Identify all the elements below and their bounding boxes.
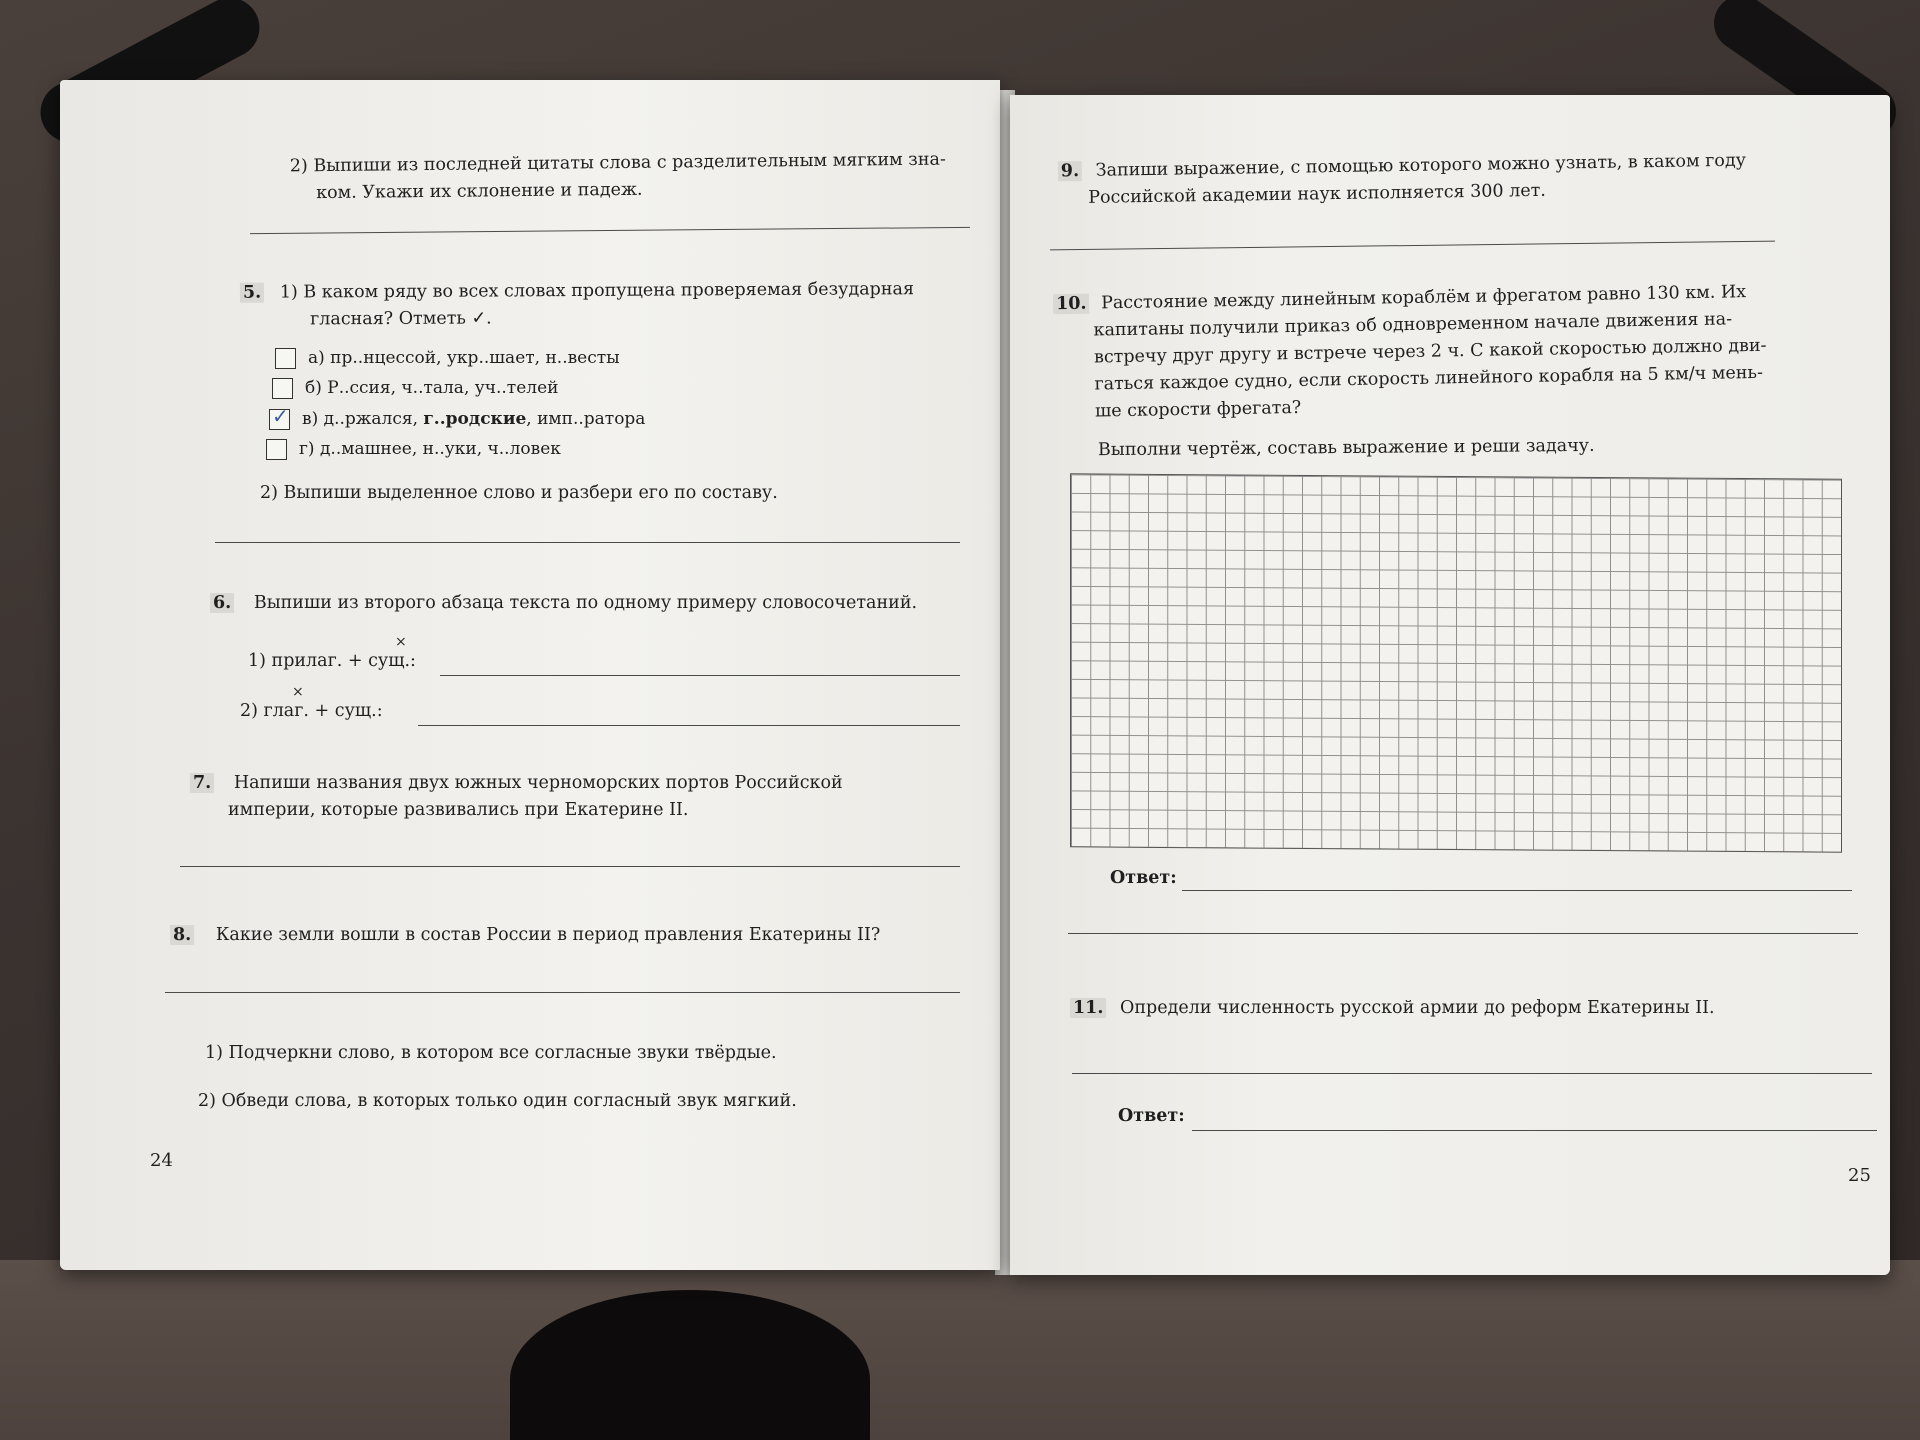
q5-option-a[interactable] bbox=[275, 348, 620, 369]
q4-part2 bbox=[290, 147, 946, 208]
checkmark-icon: ✓ bbox=[272, 404, 289, 428]
q9-text2: Российской академии наук исполняется 300 лет. bbox=[1088, 180, 1547, 208]
left-page bbox=[60, 80, 1000, 1270]
drawing-grid[interactable] bbox=[1070, 473, 1842, 852]
checkbox[interactable] bbox=[266, 439, 287, 460]
q9-text: Запиши выражение, с помощью которого можно узнать, в каком году bbox=[1095, 150, 1747, 181]
checkbox[interactable] bbox=[272, 378, 293, 399]
q8-part2: 2) Обведи слова, в которых только один согласный звук мягкий. bbox=[198, 1091, 797, 1111]
option-label: а) пр..нцессой, укр..шает, н..весты bbox=[308, 348, 620, 368]
q10-question bbox=[1053, 279, 1768, 426]
q4-part2-line2: ком. Укажи их склонение и падеж. bbox=[316, 179, 643, 204]
q10-line2: капитаны получили приказ об одновременном начале движения на- bbox=[1093, 309, 1733, 341]
q8-number: 8. bbox=[170, 925, 194, 945]
q4-part2-line1: 2) Выпиши из последней цитаты слова с разделительным мягким зна- bbox=[289, 149, 946, 177]
q8-text: Какие земли вошли в состав России в период правления Екатерины II? bbox=[215, 925, 881, 945]
q10-instruction: Выполни чертёж, составь выражение и реши задачу. bbox=[1097, 435, 1595, 461]
option-label-post: , имп..ратора bbox=[526, 409, 646, 429]
checkbox-checked[interactable] bbox=[269, 404, 290, 430]
answer-line-q6-1 bbox=[440, 675, 960, 676]
answer-line-q10-extra bbox=[1068, 933, 1858, 934]
q6-number: 6. bbox=[210, 593, 234, 613]
q10-line1: Расстояние между линейным кораблём и фрегатом равно 130 км. Их bbox=[1100, 282, 1747, 314]
answer-line-q7 bbox=[180, 866, 960, 867]
answer-label-q10: Ответ: bbox=[1110, 868, 1177, 888]
q9-question bbox=[1058, 148, 1747, 213]
q10-line4: гаться каждое судно, если скорость линейного корабля на 5 км/ч мень- bbox=[1094, 362, 1764, 395]
answer-label-q11: Ответ: bbox=[1118, 1106, 1185, 1126]
page-number-left: 24 bbox=[150, 1150, 173, 1171]
q5-option-b[interactable] bbox=[272, 378, 558, 399]
q5-number: 5. bbox=[240, 283, 264, 303]
q10-line5: ше скорости фрегата? bbox=[1094, 397, 1302, 422]
q7-number: 7. bbox=[190, 773, 214, 793]
option-label-pre: в) д..ржался, bbox=[302, 409, 424, 429]
answer-line-q11 bbox=[1072, 1073, 1872, 1074]
answer-line-q6-2 bbox=[418, 725, 960, 726]
q7-text2: империи, которые развивались при Екатерине II. bbox=[228, 800, 689, 820]
q6-text: Выпиши из второго абзаца текста по одному примеру словосочетаний. bbox=[253, 593, 918, 613]
q6-item1: 1) прилаг. + сущ.: bbox=[248, 651, 416, 671]
option-label-bold: г..родские bbox=[423, 409, 527, 429]
q5-question bbox=[240, 276, 914, 334]
q5-text: 1) В каком ряду во всех словах пропущена проверяемая безударная bbox=[279, 279, 915, 303]
cross-mark: × bbox=[395, 634, 407, 650]
q5-option-c[interactable] bbox=[269, 404, 646, 430]
q5-text2: гласная? Отметь ✓. bbox=[310, 308, 492, 330]
q5-part2: 2) Выпиши выделенное слово и разбери его по составу. bbox=[260, 483, 778, 503]
page-number-right: 25 bbox=[1848, 1165, 1871, 1186]
answer-line-q5 bbox=[215, 542, 960, 543]
q11-question bbox=[1070, 995, 1715, 1022]
q6-item2: 2) глаг. + сущ.: bbox=[240, 701, 383, 721]
q7-question bbox=[190, 770, 843, 824]
option-label: б) Р..ссия, ч..тала, уч..телей bbox=[305, 378, 559, 398]
option-label: г) д..машнее, н..уки, ч..ловек bbox=[299, 439, 561, 459]
q10-number: 10. bbox=[1053, 294, 1090, 315]
checkbox[interactable] bbox=[275, 348, 296, 369]
answer-line-q10 bbox=[1182, 890, 1852, 891]
q10-line3: встречу друг другу и встрече через 2 ч. С какой скоростью должно дви- bbox=[1093, 335, 1767, 368]
q11-text: Определи численность русской армии до реформ Екатерины II. bbox=[1120, 998, 1715, 1018]
q6-question bbox=[210, 590, 917, 617]
q7-text: Напиши названия двух южных черноморских портов Российской bbox=[233, 773, 843, 793]
answer-line-q4 bbox=[250, 227, 970, 234]
q11-number: 11. bbox=[1070, 998, 1106, 1018]
cross-mark: × bbox=[292, 684, 304, 700]
table-surface bbox=[0, 1260, 1920, 1440]
answer-line-q8 bbox=[165, 992, 960, 993]
q5-option-d[interactable] bbox=[266, 439, 561, 460]
q8-question bbox=[170, 922, 880, 949]
q9-number: 9. bbox=[1058, 161, 1083, 181]
answer-line-q11-answer bbox=[1192, 1130, 1877, 1131]
q8-part1: 1) Подчеркни слово, в котором все согласные звуки твёрдые. bbox=[205, 1043, 777, 1063]
answer-line-q9 bbox=[1050, 241, 1775, 251]
